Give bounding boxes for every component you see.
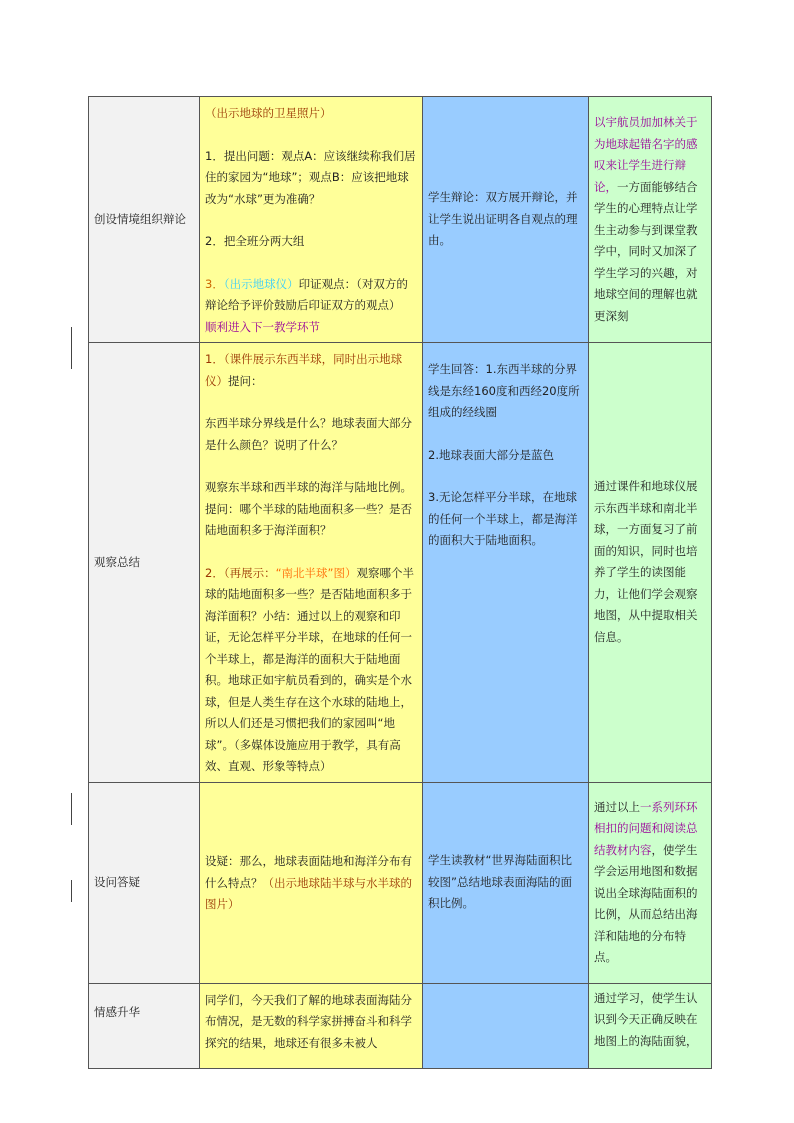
intent-text: ，使学生学会运用地图和数据说出全球海陆面积的比例，从而总结出海洋和陆地的分布特点。	[594, 842, 698, 964]
teacher-line-number: 1．	[205, 352, 224, 366]
stage-cell	[89, 782, 200, 983]
margin-mark-1	[71, 327, 72, 369]
margin-mark-2	[71, 793, 72, 825]
student-text: 学生辩论：双方展开辩论，并让学生说出证明各自观点的理由。	[428, 190, 578, 248]
teacher-line-highlight: （出示地球仪）	[223, 276, 299, 291]
teacher-line	[205, 274, 417, 317]
teacher-line-text: 同学们，今天我们了解的地球表面海陆分布情况，是无数的科学家拼搏奋斗和科学探究的结果，地球还有很多未被人	[205, 992, 412, 1050]
intent-text: 一方面能够结合学生的心理特点让学生主动参与到课堂教学中，同时又加深了学生学习的兴趣，对地球空间的理解也就更深刻	[594, 179, 698, 323]
teacher-line: 2．把全班分两大组	[205, 234, 305, 248]
student-line: 3.无论怎样平分半球，在地球的任何一个半球上，都是海洋的面积大于陆地面积。	[428, 490, 578, 547]
teacher-line: 观察东半球和西半球的海洋与陆地比例。提问：哪个半球的陆地面积多一些？是否陆地面积多于海洋面积？	[205, 480, 412, 537]
teacher-line-highlight: “南北半球”图）	[275, 565, 357, 580]
teacher-line-number: 3．	[205, 276, 224, 291]
student-activity-cell	[423, 343, 589, 783]
lesson-plan-table	[88, 96, 712, 1069]
design-intent-cell	[589, 97, 712, 343]
design-intent-cell	[589, 782, 712, 983]
student-text: 学生读教材“世界海陆面积比较图”总结地球表面海陆的面积比例。	[428, 853, 572, 911]
intent-text: 通过课件和地球仪展示东西半球和南北半球，一方面复习了前面的知识，同时也培养了学生的读图能力，让他们学会观察地图，从中提取相关信息。	[594, 479, 698, 644]
teacher-text-clip	[205, 990, 417, 1050]
design-intent-cell	[589, 983, 712, 1068]
teacher-line	[205, 563, 417, 778]
student-activity-cell	[423, 983, 589, 1068]
teacher-activity-cell	[200, 983, 423, 1068]
teacher-line: （出示地球的卫星照片）	[205, 106, 332, 120]
stage-label: 观察总结	[94, 554, 140, 569]
student-line: 学生回答：1.东西半球的分界线是东经160度和西经20度所组成的经线圈	[428, 362, 580, 419]
table-row	[89, 782, 712, 983]
student-line: 2.地球表面大部分是蓝色	[428, 447, 554, 462]
teacher-line: 顺利进入下一教学环节	[205, 319, 320, 334]
design-intent-cell	[589, 343, 712, 783]
teacher-line-text: 印证观点：（对双方的辩论给予评价鼓励后印证双方的观点）	[205, 276, 408, 312]
teacher-line-highlight: （课件展示东西半球，同时出示地球仪）	[205, 352, 403, 388]
teacher-line	[205, 349, 417, 392]
intent-text: 通过以上	[594, 799, 640, 814]
table-row	[89, 343, 712, 783]
margin-mark-3	[71, 880, 72, 902]
student-activity-cell	[423, 782, 589, 983]
table-row	[89, 97, 712, 343]
teacher-line: 1．提出问题：观点A：应该继续称我们居住的家园为“地球”；观点B：应该把地球改为“水球”更为准确？	[205, 148, 416, 206]
table-row	[89, 983, 712, 1068]
stage-label: 创设情境组织辩论	[94, 211, 186, 226]
teacher-activity-cell	[200, 782, 423, 983]
stage-label: 情感升华	[94, 1004, 140, 1019]
intent-highlight: 一系列环环相扣的问题和阅读总结教材内容	[594, 799, 698, 857]
teacher-line-highlight: （出示地球陆半球与水半球的图片）	[205, 875, 412, 912]
teacher-line: 东西半球分界线是什么？地球表面大部分是什么颜色？说明了什么？	[205, 416, 412, 452]
teacher-activity-cell	[200, 343, 423, 783]
teacher-line	[205, 851, 417, 916]
teacher-line-number: 2．	[205, 565, 224, 580]
teacher-activity-cell	[200, 97, 423, 343]
teacher-line-text: 观察哪个半球的陆地面积多一些？是否陆地面积多于海洋面积？小结：通过以上的观察和印证，无论怎样平分半球，在地球的任何一个半球上，都是海洋的面积大于陆地面积。地球正如宇航员看到的，确实是个水球，但是人类生存在这个水球的陆地上，所以人们还是习惯把我们的家园叫“地球”。（多媒体设施应用于教学，具有高效、直观、形象等特点）	[205, 565, 414, 773]
stage-cell	[89, 97, 200, 343]
teacher-line-text: 设疑：那么，地球表面陆地和海洋分布有什么特点？	[205, 854, 412, 890]
intent-highlight: 以宇航员加加林关于为地球起错名字的感叹来让学生进行辩论，	[594, 115, 698, 194]
teacher-line-highlight: （再展示：	[223, 565, 276, 580]
intent-text-clip	[594, 988, 706, 1048]
intent-text: 通过学习，使学生认识到今天正确反映在地图上的海陆面貌，	[594, 990, 698, 1048]
stage-label: 设问答疑	[94, 874, 140, 889]
stage-cell	[89, 343, 200, 783]
teacher-line-text: 提问：	[228, 373, 263, 388]
student-activity-cell	[423, 97, 589, 343]
stage-cell	[89, 983, 200, 1068]
